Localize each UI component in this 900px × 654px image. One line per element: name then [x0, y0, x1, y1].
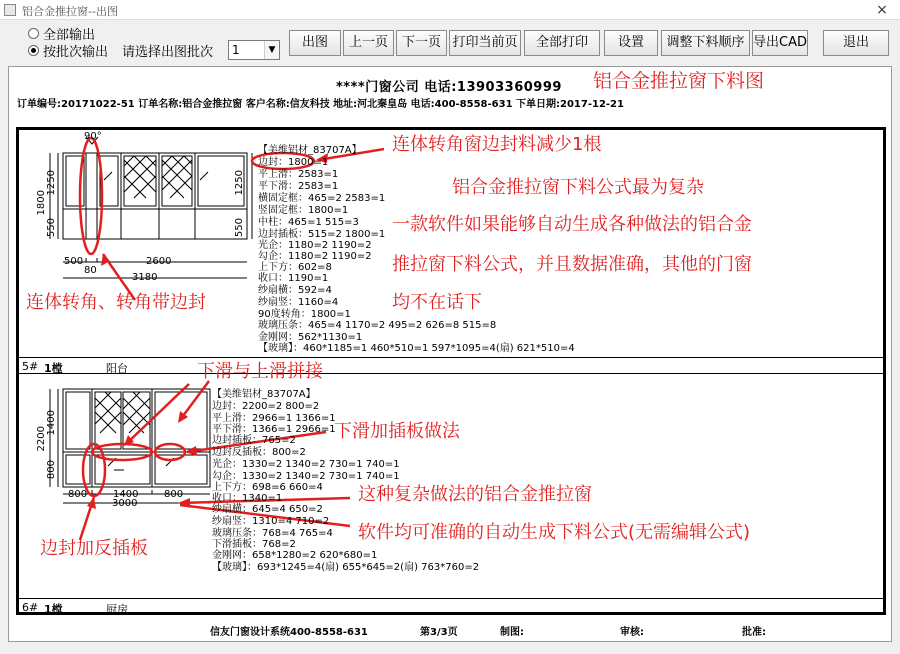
window1-height-total: 1800	[36, 190, 47, 216]
material-line: 横固定框：465=2 2583=1	[258, 193, 386, 204]
batch-select-value: 1	[232, 43, 240, 57]
window2-height-top: 1400	[46, 410, 57, 436]
annotation-software-3: 均不在话下	[392, 292, 482, 313]
footer-reviewed-by: 审核:	[620, 627, 644, 638]
print-all-button[interactable]: 全部打印	[524, 30, 600, 56]
window2-screen-mesh	[123, 392, 150, 433]
batch-label: 请选择出图批次	[122, 45, 214, 60]
material-line: 边封插板：765=2	[212, 435, 296, 446]
material-line: 平上滑：2583=1	[258, 169, 339, 180]
window2-height-bottom: 800	[46, 460, 57, 480]
footer-page: 第3/3页	[420, 627, 458, 638]
material-line: 上下方：602=8	[258, 262, 332, 273]
window1-location: 阳台	[106, 362, 128, 375]
window2-sketch	[50, 389, 210, 503]
window1-screen-mesh	[162, 156, 192, 198]
company-header: ****门窗公司 电话:13903360999	[336, 80, 562, 95]
material-line: 纱扇横：592=4	[258, 285, 332, 296]
footer-approved-by: 批准:	[742, 627, 766, 638]
annotation-slide-joint: 下滑与上滑拼接	[197, 361, 323, 382]
window1-angle-label: 90°	[84, 131, 102, 142]
prev-page-button[interactable]: 上一页	[343, 30, 394, 56]
window2-qty: 1樘	[44, 603, 63, 616]
window1-screen-mesh	[124, 156, 156, 198]
footer-system: 信友门窗设计系统400-8558-631	[210, 627, 368, 638]
material-line: 收口：1190=1	[258, 273, 329, 284]
export-cad-button[interactable]: 导出CAD	[752, 30, 808, 56]
material-line: 边封插板：515=2 1800=1	[258, 229, 386, 240]
material-line: 收口：1340=1	[212, 493, 283, 504]
material-line: 玻璃压条：465=4 1170=2 495=2 626=8 515=8	[258, 320, 497, 331]
window-title: 铝合金推拉窗--出图	[22, 5, 118, 18]
material-line: 勾企：1180=2 1190=2	[258, 251, 372, 262]
footer-drawn-by: 制图:	[500, 627, 524, 638]
annotation-insert: 下滑加插板做法	[334, 421, 460, 442]
window2-width-left: 800	[68, 489, 88, 500]
material-line: 纱扇竖：1310=4 710=2	[212, 516, 330, 527]
material-line: 【美维铝材_83707A】	[258, 145, 362, 156]
print-current-button[interactable]: 打印当前页	[449, 30, 521, 56]
sheet-title: 铝合金推拉窗下料图	[593, 70, 765, 92]
window1-outline	[63, 153, 247, 239]
window1-width-mid: 2600	[146, 256, 172, 267]
annotation-reverse-insert: 边封加反插板	[40, 538, 148, 559]
corner-highlight-ellipse	[80, 138, 102, 254]
material-line: 光企：1330=2 1340=2 730=1 740=1	[212, 459, 400, 470]
material-line: 边封：2200=2 800=2	[212, 401, 320, 412]
radio-output-batch-label: 按批次输出	[43, 45, 109, 60]
window1-height-top: 1250	[46, 170, 57, 196]
material-line: 勾企：1330=2 1340=2 730=1 740=1	[212, 471, 400, 482]
annotation-complex-window: 这种复杂做法的铝合金推拉窗	[358, 484, 592, 505]
material-line: 下滑插板：768=2	[212, 539, 296, 550]
window1-width-left: 500	[64, 256, 84, 267]
material-line: 90度转角：1800=1	[258, 309, 351, 320]
window1-right-top: 1250	[234, 170, 245, 196]
settings-button[interactable]: 设置	[604, 30, 658, 56]
window1-width-offset: 80	[84, 265, 97, 276]
window2-height-total: 2200	[36, 426, 47, 452]
annotation-corner-joint: 连体转角、转角带边封	[26, 292, 206, 313]
window2-width-right: 800	[164, 489, 184, 500]
material-line: 【美维铝材_83707A】	[212, 389, 316, 400]
window2-width-mid: 1400	[113, 489, 139, 500]
material-line: 金刚网：562*1130=1	[258, 332, 363, 343]
radio-output-all-label: 全部输出	[43, 28, 96, 43]
material-line: 金刚网：658*1280=2 620*680=1	[212, 550, 378, 561]
order-info-line: 订单编号:20171022-51 订单名称:铝合金推拉窗 客户名称:信友科技 地址:河北秦皇岛 电话:400-8558-631 下单日期:2017-12-21	[17, 99, 624, 110]
material-line: 【玻璃】：693*1245=4(扇) 655*645=2(扇) 763*760=2	[212, 562, 480, 573]
window1-qty: 1樘	[44, 362, 63, 375]
exit-button[interactable]: 退出	[823, 30, 889, 56]
material-line: 竖固定框：1800=1	[258, 205, 349, 216]
window2-screen-mesh	[95, 392, 121, 433]
window1-row-no: 5#	[22, 360, 39, 373]
dropdown-arrow-icon[interactable]: ▼	[264, 41, 279, 59]
material-line: 纱扇竖：1160=4	[258, 297, 339, 308]
close-icon[interactable]: ×	[876, 2, 888, 18]
annotation-auto-formula: 软件均可准确的自动生成下料公式(无需编辑公式)	[358, 522, 751, 543]
window2-lower-sash	[66, 455, 90, 484]
material-line: 玻璃压条：768=4 765=4	[212, 528, 333, 539]
window2-sash	[66, 392, 90, 449]
annotation-software-1: 一款软件如果能够自动生成各种做法的铝合金	[392, 214, 752, 235]
material-line: 光企：1180=2 1190=2	[258, 240, 372, 251]
material-line: 中柱：465=1 515=3	[258, 217, 359, 228]
material-line: 边封：1800=1	[258, 157, 329, 168]
material-line: 边封反插板：800=2	[212, 447, 306, 458]
window1-right-bottom: 550	[234, 218, 245, 238]
annotation-corner-seal: 连体转角窗边封料减少1根	[392, 134, 602, 155]
window2-width-total: 3000	[112, 498, 138, 509]
window2-row-no: 6#	[22, 601, 39, 614]
annotation-complex: 铝合金推拉窗下料公式最为复杂	[452, 177, 704, 198]
window1-height-bottom: 550	[46, 218, 57, 238]
material-line: 平下滑：1366=1 2966=1	[212, 424, 336, 435]
material-line: 纱扇横：645=4 650=2	[212, 504, 323, 515]
annotation-software-2: 推拉窗下料公式，并且数据准确，其他的门窗	[392, 254, 752, 275]
material-line: 平下滑：2583=1	[258, 181, 339, 192]
material-line: 平上滑：2966=1 1366=1	[212, 413, 336, 424]
material-line: 上下方：698=6 660=4	[212, 482, 323, 493]
window2-outline	[63, 389, 210, 487]
material-line: 【玻璃】：460*1185=1 460*510=1 597*1095=4(扇) 621*510=4	[258, 343, 575, 354]
window2-location: 厨房	[106, 603, 128, 616]
output-button[interactable]: 出图	[289, 30, 341, 56]
next-page-button[interactable]: 下一页	[396, 30, 447, 56]
window1-width-total: 3180	[132, 272, 158, 283]
reorder-button[interactable]: 调整下料顺序	[661, 30, 750, 56]
